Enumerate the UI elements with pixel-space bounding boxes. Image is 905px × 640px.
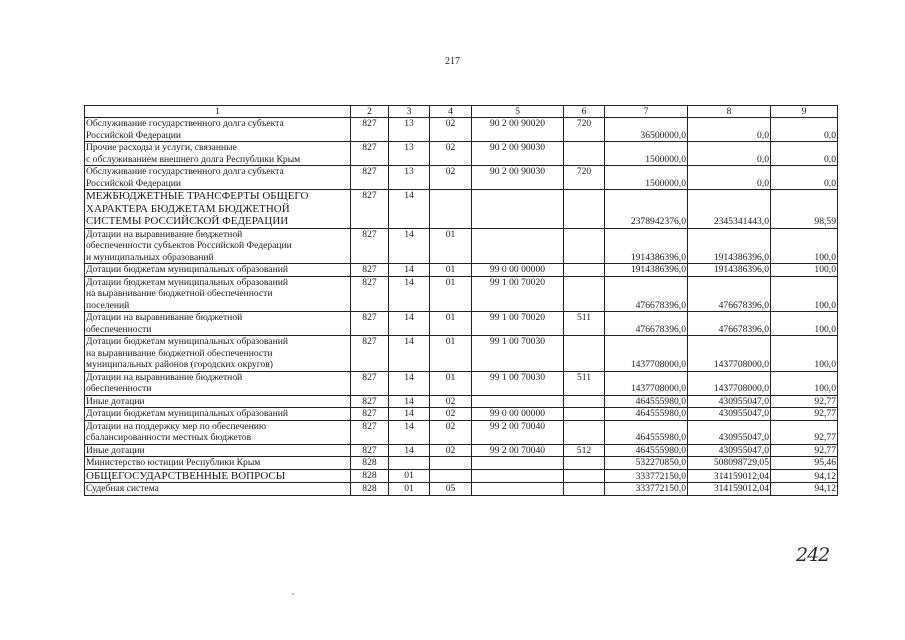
section-cell: 14	[389, 395, 430, 408]
planned-amount-cell: 1500000,0	[605, 142, 688, 166]
target-article-cell	[472, 190, 564, 229]
admin-code-cell: 827	[351, 371, 389, 395]
target-article-cell: 99 2 00 70040	[472, 420, 564, 444]
subsection-cell: 02	[430, 166, 472, 190]
admin-code-cell: 827	[351, 166, 389, 190]
expense-type-cell: 720	[564, 118, 605, 142]
header-cell: 5	[472, 106, 564, 118]
percent-cell: 94,12	[771, 469, 838, 483]
actual-amount-cell: 1914386396,0	[688, 228, 771, 264]
section-cell: 14	[389, 264, 430, 277]
admin-code-cell: 827	[351, 444, 389, 457]
table-row	[85, 469, 838, 483]
row-name-cell	[85, 469, 351, 483]
planned-amount-cell: 333772150,0	[605, 469, 688, 483]
row-name-line: Министерство юстиции Республики Крым	[86, 457, 261, 468]
table-row	[85, 312, 838, 336]
expense-type-cell: 511	[564, 371, 605, 395]
section-cell	[389, 457, 430, 470]
actual-amount-cell: 0,0	[688, 166, 771, 190]
planned-amount-cell: 36500000,0	[605, 118, 688, 142]
actual-amount-cell: 476678396,0	[688, 276, 771, 312]
actual-amount-cell: 2345341443,0	[688, 190, 771, 229]
table-row	[85, 444, 838, 457]
target-article-cell: 90 2 00 90020	[472, 118, 564, 142]
expense-type-cell	[564, 264, 605, 277]
actual-amount-cell: 430955047,0	[688, 408, 771, 421]
row-name-line: Дотации бюджетам муниципальных образований	[86, 264, 288, 275]
subsection-cell: 01	[430, 312, 472, 336]
admin-code-cell: 827	[351, 264, 389, 277]
row-name-cell	[85, 118, 351, 142]
expense-type-cell	[564, 457, 605, 470]
row-name-line: МЕЖБЮДЖЕТНЫЕ ТРАНСФЕРТЫ ОБЩЕГО	[86, 190, 309, 202]
planned-amount-cell: 464555980,0	[605, 444, 688, 457]
actual-amount-cell: 0,0	[688, 142, 771, 166]
expense-type-cell: 511	[564, 312, 605, 336]
scan-speck	[292, 593, 294, 595]
table-row	[85, 395, 838, 408]
subsection-cell: 02	[430, 408, 472, 421]
table-row	[85, 276, 838, 312]
table-row	[85, 371, 838, 395]
header-cell: 7	[605, 106, 688, 118]
subsection-cell: 02	[430, 444, 472, 457]
actual-amount-cell: 430955047,0	[688, 420, 771, 444]
subsection-cell	[430, 190, 472, 229]
row-name-cell	[85, 264, 351, 277]
expense-type-cell	[564, 190, 605, 229]
row-name-line: обеспеченности	[86, 383, 152, 394]
subsection-cell	[430, 469, 472, 483]
header-cell: 4	[430, 106, 472, 118]
row-name-line: Дотации на поддержку мер по обеспечению	[86, 420, 267, 432]
actual-amount-cell: 314159012,04	[688, 483, 771, 496]
subsection-cell: 01	[430, 336, 472, 372]
target-article-cell	[472, 483, 564, 496]
row-name-line: Обслуживание государственного долга субъекта	[86, 166, 284, 177]
section-cell: 14	[389, 276, 430, 312]
target-article-cell	[472, 228, 564, 264]
admin-code-cell: 827	[351, 142, 389, 166]
row-name-line: Дотации бюджетам муниципальных образований	[86, 276, 288, 288]
admin-code-cell: 828	[351, 469, 389, 483]
section-cell: 13	[389, 166, 430, 190]
section-cell: 14	[389, 190, 430, 229]
subsection-cell: 02	[430, 142, 472, 166]
row-name-line: Российской Федерации	[86, 177, 181, 189]
expense-type-cell	[564, 483, 605, 496]
section-cell: 14	[389, 371, 430, 395]
row-name-line: Дотации на выравнивание бюджетной	[86, 228, 243, 240]
expense-type-cell	[564, 420, 605, 444]
row-name-line: муниципальных районов (городских округов)	[86, 359, 273, 370]
planned-amount-cell: 1437708000,0	[605, 371, 688, 395]
admin-code-cell: 827	[351, 276, 389, 312]
actual-amount-cell: 314159012,04	[688, 469, 771, 483]
percent-cell: 94,12	[771, 483, 838, 496]
table-row	[85, 336, 838, 372]
budget-table	[84, 105, 838, 496]
percent-cell: 92,77	[771, 420, 838, 444]
expense-type-cell: 720	[564, 166, 605, 190]
subsection-cell: 02	[430, 118, 472, 142]
admin-code-cell: 827	[351, 312, 389, 336]
section-cell: 14	[389, 336, 430, 372]
table-row	[85, 228, 838, 264]
section-cell: 14	[389, 228, 430, 264]
handwritten-page-number: 242	[796, 544, 830, 566]
admin-code-cell: 827	[351, 228, 389, 264]
target-article-cell: 99 1 00 70020	[472, 276, 564, 312]
target-article-cell: 99 1 00 70030	[472, 336, 564, 372]
expense-type-cell	[564, 336, 605, 372]
percent-cell: 95,46	[771, 457, 838, 470]
subsection-cell	[430, 457, 472, 470]
row-name-cell	[85, 142, 351, 166]
subsection-cell: 02	[430, 420, 472, 444]
section-cell: 01	[389, 483, 430, 496]
target-article-cell: 99 0 00 00000	[472, 264, 564, 277]
section-cell: 14	[389, 408, 430, 421]
actual-amount-cell: 430955047,0	[688, 395, 771, 408]
admin-code-cell: 827	[351, 336, 389, 372]
section-cell: 14	[389, 420, 430, 444]
percent-cell: 100,0	[771, 276, 838, 312]
planned-amount-cell: 532270850,0	[605, 457, 688, 470]
admin-code-cell: 827	[351, 118, 389, 142]
percent-cell: 98,59	[771, 190, 838, 229]
row-name-cell	[85, 444, 351, 457]
table-row	[85, 166, 838, 190]
row-name-cell	[85, 190, 351, 229]
target-article-cell: 99 1 00 70020	[472, 312, 564, 336]
percent-cell: 0,0	[771, 118, 838, 142]
actual-amount-cell: 508098729,05	[688, 457, 771, 470]
row-name-line: Иные дотации	[86, 444, 145, 456]
planned-amount-cell: 464555980,0	[605, 408, 688, 421]
admin-code-cell: 828	[351, 457, 389, 470]
header-cell: 8	[688, 106, 771, 118]
table-row	[85, 457, 838, 470]
planned-amount-cell: 476678396,0	[605, 276, 688, 312]
expense-type-cell: 512	[564, 444, 605, 457]
planned-amount-cell: 1914386396,0	[605, 228, 688, 264]
row-name-line: Прочие расходы и услуги, связанные	[86, 142, 237, 153]
header-cell: 2	[351, 106, 389, 118]
actual-amount-cell: 0,0	[688, 118, 771, 142]
row-name-cell	[85, 483, 351, 496]
row-name-line: Дотации на выравнивание бюджетной	[86, 312, 243, 323]
row-name-line: ОБЩЕГОСУДАРСТВЕННЫЕ ВОПРОСЫ	[86, 469, 286, 482]
percent-cell: 0,0	[771, 142, 838, 166]
row-name-cell	[85, 228, 351, 264]
subsection-cell: 01	[430, 228, 472, 264]
row-name-line: СИСТЕМЫ РОССИЙСКОЙ ФЕДЕРАЦИИ	[86, 215, 289, 227]
admin-code-cell: 827	[351, 420, 389, 444]
actual-amount-cell: 476678396,0	[688, 312, 771, 336]
section-cell: 13	[389, 118, 430, 142]
admin-code-cell: 827	[351, 395, 389, 408]
table-row	[85, 483, 838, 496]
target-article-cell	[472, 457, 564, 470]
planned-amount-cell: 1914386396,0	[605, 264, 688, 277]
subsection-cell: 01	[430, 371, 472, 395]
subsection-cell: 01	[430, 264, 472, 277]
row-name-line: сбалансированности местных бюджетов	[86, 432, 252, 443]
row-name-line: Судебная система	[86, 483, 159, 494]
admin-code-cell: 827	[351, 190, 389, 229]
target-article-cell: 90 2 00 90030	[472, 142, 564, 166]
header-cell: 9	[771, 106, 838, 118]
row-name-line: на выравнивание бюджетной обеспеченности	[86, 347, 273, 359]
planned-amount-cell: 1437708000,0	[605, 336, 688, 372]
row-name-line: Российской Федерации	[86, 129, 181, 141]
row-name-line: и муниципальных образований	[86, 251, 214, 263]
table-row	[85, 408, 838, 421]
row-name-line: обеспеченности субъектов Российской Федерации	[86, 240, 292, 251]
actual-amount-cell: 1437708000,0	[688, 371, 771, 395]
percent-cell: 100,0	[771, 264, 838, 277]
target-article-cell	[472, 395, 564, 408]
percent-cell: 92,77	[771, 444, 838, 457]
row-name-cell	[85, 276, 351, 312]
table-row	[85, 118, 838, 142]
planned-amount-cell: 2378942376,0	[605, 190, 688, 229]
table-header-row	[85, 106, 838, 118]
header-cell: 6	[564, 106, 605, 118]
row-name-line: поселений	[86, 299, 130, 311]
row-name-cell	[85, 371, 351, 395]
page-number: 217	[445, 56, 460, 67]
subsection-cell: 05	[430, 483, 472, 496]
header-cell: 1	[85, 106, 351, 118]
row-name-cell	[85, 395, 351, 408]
target-article-cell: 90 2 00 90030	[472, 166, 564, 190]
admin-code-cell: 828	[351, 483, 389, 496]
section-cell: 14	[389, 444, 430, 457]
actual-amount-cell: 1914386396,0	[688, 264, 771, 277]
planned-amount-cell: 1500000,0	[605, 166, 688, 190]
target-article-cell	[472, 469, 564, 483]
actual-amount-cell: 1437708000,0	[688, 336, 771, 372]
expense-type-cell	[564, 408, 605, 421]
percent-cell: 92,77	[771, 408, 838, 421]
table-row	[85, 264, 838, 277]
row-name-line: Дотации бюджетам муниципальных образований	[86, 336, 288, 347]
section-cell: 14	[389, 312, 430, 336]
percent-cell: 100,0	[771, 228, 838, 264]
percent-cell: 100,0	[771, 336, 838, 372]
row-name-line: с обслуживанием внешнего долга Республики Крым	[86, 153, 301, 165]
expense-type-cell	[564, 276, 605, 312]
row-name-line: ХАРАКТЕРА БЮДЖЕТАМ БЮДЖЕТНОЙ	[86, 202, 290, 215]
actual-amount-cell: 430955047,0	[688, 444, 771, 457]
section-cell: 13	[389, 142, 430, 166]
target-article-cell: 99 2 00 70040	[472, 444, 564, 457]
expense-type-cell	[564, 142, 605, 166]
target-article-cell: 99 1 00 70030	[472, 371, 564, 395]
percent-cell: 100,0	[771, 371, 838, 395]
subsection-cell: 01	[430, 276, 472, 312]
expense-type-cell	[564, 469, 605, 483]
section-cell: 01	[389, 469, 430, 483]
header-cell: 3	[389, 106, 430, 118]
row-name-cell	[85, 312, 351, 336]
planned-amount-cell: 333772150,0	[605, 483, 688, 496]
row-name-line: Дотации на выравнивание бюджетной	[86, 371, 243, 383]
row-name-cell	[85, 408, 351, 421]
row-name-line: обеспеченности	[86, 323, 152, 335]
row-name-line: Иные дотации	[86, 395, 145, 407]
planned-amount-cell: 476678396,0	[605, 312, 688, 336]
percent-cell: 0,0	[771, 166, 838, 190]
percent-cell: 100,0	[771, 312, 838, 336]
planned-amount-cell: 464555980,0	[605, 420, 688, 444]
planned-amount-cell: 464555980,0	[605, 395, 688, 408]
table-row	[85, 190, 838, 229]
row-name-cell	[85, 420, 351, 444]
target-article-cell: 99 0 00 00000	[472, 408, 564, 421]
subsection-cell: 02	[430, 395, 472, 408]
expense-type-cell	[564, 228, 605, 264]
row-name-line: Обслуживание государственного долга субъекта	[86, 118, 284, 129]
row-name-cell	[85, 336, 351, 372]
row-name-cell	[85, 166, 351, 190]
row-name-cell	[85, 457, 351, 470]
percent-cell: 92,77	[771, 395, 838, 408]
admin-code-cell: 827	[351, 408, 389, 421]
table-row	[85, 142, 838, 166]
row-name-line: на выравнивание бюджетной обеспеченности	[86, 288, 273, 299]
table-row	[85, 420, 838, 444]
expense-type-cell	[564, 395, 605, 408]
row-name-line: Дотации бюджетам муниципальных образований	[86, 408, 288, 419]
